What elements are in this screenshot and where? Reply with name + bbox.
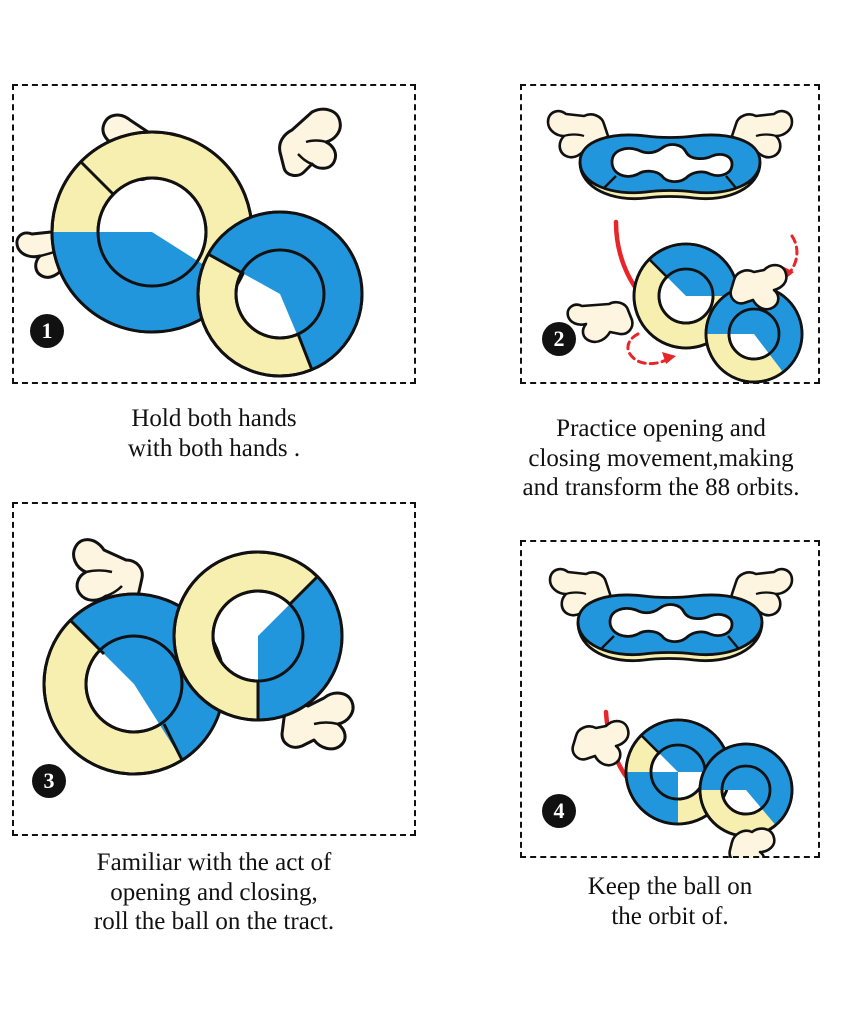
- step-2-caption-line-2: closing movement,making: [528, 444, 794, 472]
- step-4-caption-line-2: the orbit of.: [611, 902, 729, 930]
- step-panel-4: [520, 540, 820, 858]
- step-3-caption: [12, 848, 416, 937]
- step-2-caption: [470, 414, 852, 503]
- step-2-caption-line-3: and transform the 88 orbits.: [522, 474, 800, 501]
- step-3-caption-line-2: opening and closing,: [110, 878, 318, 906]
- step-1-caption-line-1: Hold both hands: [131, 405, 297, 432]
- step-2-badge: 2: [542, 322, 576, 356]
- step-2-caption-line-1: Practice opening and: [556, 415, 766, 442]
- step-1-badge: 1: [30, 314, 64, 348]
- step-3-badge: 3: [32, 764, 66, 798]
- step-4-badge: 4: [542, 794, 576, 828]
- step-1-caption: [12, 404, 416, 463]
- step-3-caption-line-1: Familiar with the act of: [96, 849, 332, 876]
- step-panel-1: [12, 84, 416, 384]
- step-3-dashed-frame: [12, 502, 416, 836]
- step-4-caption-line-1: Keep the ball on: [587, 873, 753, 900]
- step-4-caption: [520, 872, 820, 931]
- step-panel-3: [12, 502, 416, 836]
- step-1-caption-line-2: with both hands .: [127, 434, 301, 462]
- step-3-caption-line-3: roll the ball on the tract.: [93, 908, 335, 935]
- step-panel-2: [520, 84, 820, 384]
- step-1-dashed-frame: [12, 84, 416, 384]
